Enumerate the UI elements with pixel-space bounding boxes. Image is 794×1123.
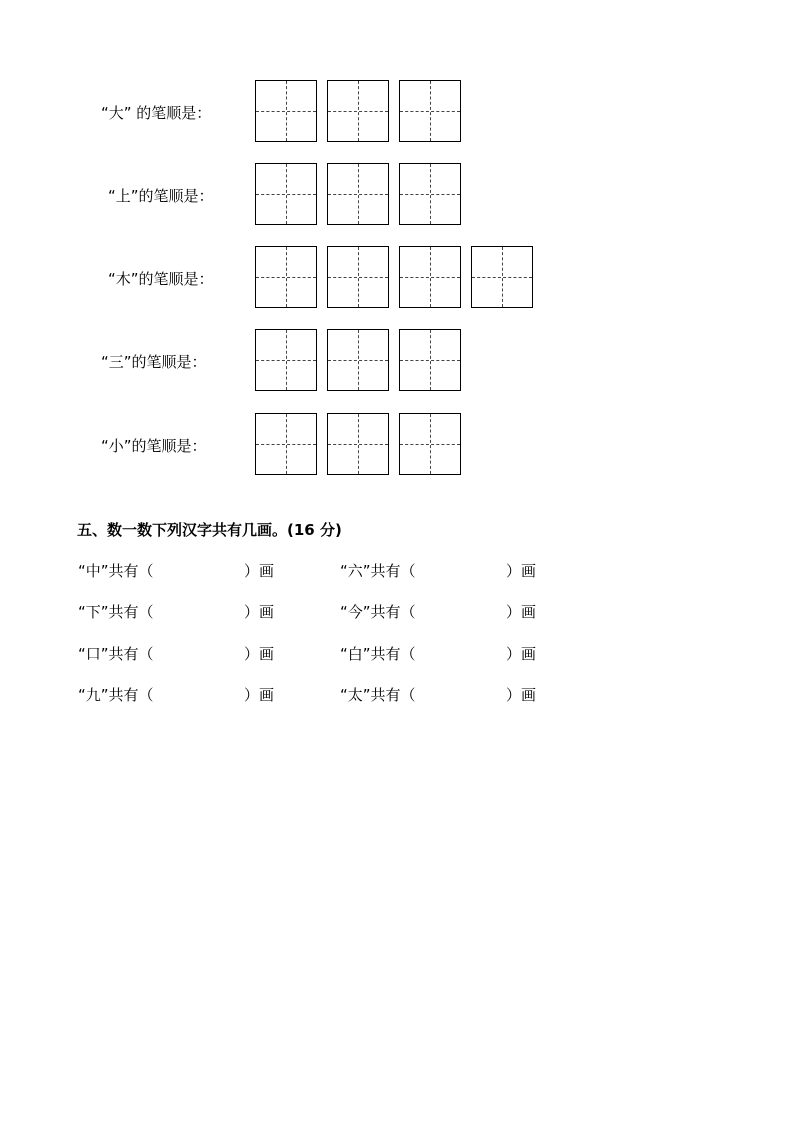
item-prefix: “口”共有（ [78,645,154,663]
stroke-label: “三”的笔顺是： [101,353,207,371]
stroke-label: “小”的笔顺是： [101,437,207,455]
answer-blank[interactable] [196,684,246,704]
item-suffix: ）画 [506,603,537,621]
stroke-row-san [0,329,794,393]
writing-grid-box[interactable] [327,163,389,225]
stroke-count-item [340,643,560,663]
item-suffix: ）画 [506,562,537,580]
stroke-count-item [340,601,560,621]
item-prefix: “中”共有（ [78,562,154,580]
answer-blank[interactable] [458,560,508,580]
writing-grid-box[interactable] [327,80,389,142]
item-suffix: ）画 [244,603,275,621]
writing-grid-box[interactable] [255,413,317,475]
answer-blank[interactable] [458,684,508,704]
item-suffix: ）画 [506,645,537,663]
item-suffix: ）画 [244,562,275,580]
stroke-count-item [340,684,560,704]
stroke-row-shang [0,163,794,227]
item-prefix: “下”共有（ [78,603,154,621]
writing-grid-box[interactable] [327,246,389,308]
item-prefix: “今”共有（ [340,603,416,621]
writing-grid-box[interactable] [255,163,317,225]
item-prefix: “六”共有（ [340,562,416,580]
writing-grid-box[interactable] [327,329,389,391]
item-prefix: “太”共有（ [340,686,416,704]
item-suffix: ）画 [244,645,275,663]
writing-grid-box[interactable] [399,80,461,142]
item-suffix: ）画 [244,686,275,704]
answer-blank[interactable] [196,601,246,621]
answer-blank[interactable] [458,601,508,621]
stroke-count-item [78,601,298,621]
answer-blank[interactable] [196,560,246,580]
item-prefix: “九”共有（ [78,686,154,704]
stroke-count-item [78,684,298,704]
stroke-label: “上”的笔顺是： [108,187,214,205]
item-suffix: ）画 [506,686,537,704]
section-title: 五、数一数下列汉字共有几画。(16 分) [77,521,342,539]
answer-blank[interactable] [196,643,246,663]
stroke-row-da [0,80,794,144]
writing-grid-box[interactable] [255,329,317,391]
writing-grid-box[interactable] [255,80,317,142]
writing-grid-box[interactable] [399,163,461,225]
writing-grid-box[interactable] [471,246,533,308]
writing-grid-box[interactable] [399,246,461,308]
stroke-row-mu [0,246,794,310]
answer-blank[interactable] [458,643,508,663]
writing-grid-box[interactable] [399,413,461,475]
writing-grid-box[interactable] [255,246,317,308]
stroke-label: “大” 的笔顺是： [101,104,212,122]
stroke-row-xiao [0,413,794,477]
writing-grid-box[interactable] [399,329,461,391]
stroke-count-item [78,560,298,580]
writing-grid-box[interactable] [327,413,389,475]
stroke-count-item [78,643,298,663]
stroke-label: “木”的笔顺是： [108,270,214,288]
item-prefix: “白”共有（ [340,645,416,663]
stroke-count-item [340,560,560,580]
